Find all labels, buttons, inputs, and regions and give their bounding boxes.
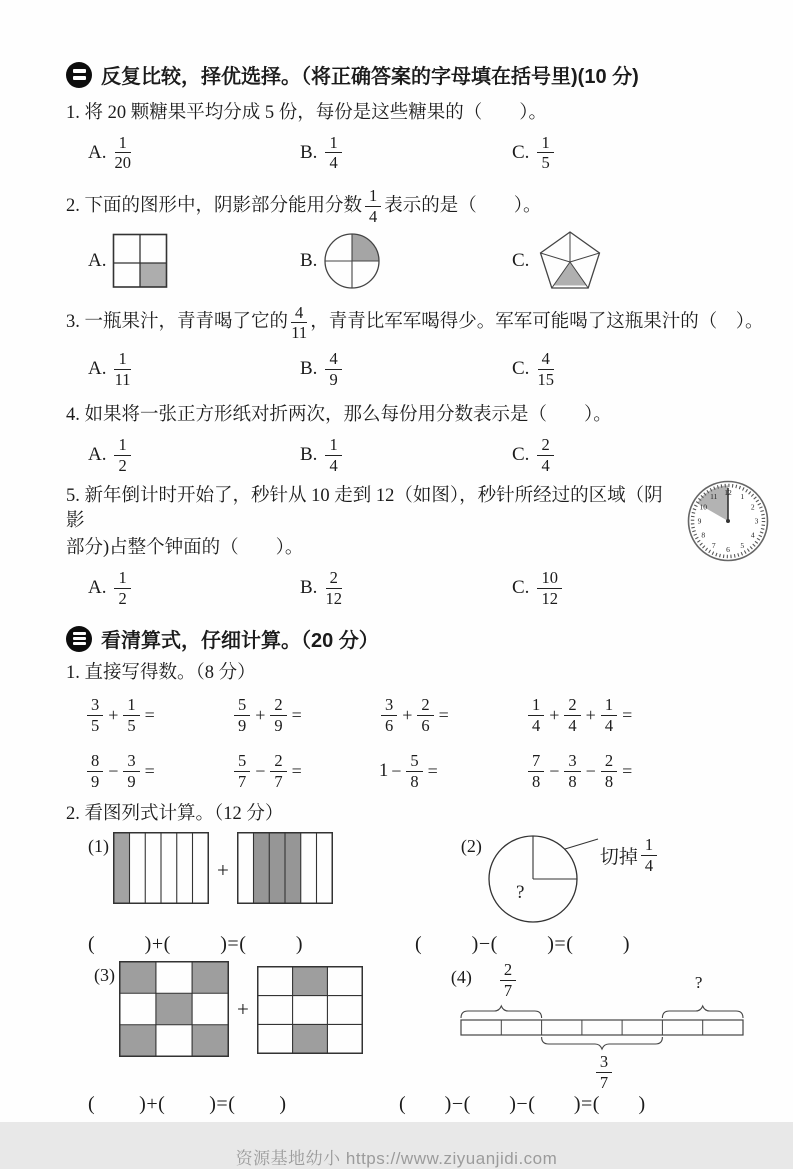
calc-expression: $\frac{3}{6}$ + $\frac{2}{6}$ =	[378, 696, 525, 735]
q5-text-line1: 5. 新年倒计时开始了，秒针从 10 走到 12（如图），秒针所经过的区域（阴影	[66, 486, 663, 532]
fraction: $\frac{2}{4}$	[564, 696, 580, 735]
fraction: $\frac{4}{11}$	[291, 302, 308, 343]
q3-option-c	[512, 350, 557, 389]
fraction: $\frac{4}{15}$	[537, 348, 554, 389]
pentagon-figure	[534, 230, 606, 292]
circle-cut-figure	[486, 832, 600, 924]
fraction: $\frac{1}{4}$	[641, 836, 657, 875]
fraction: $\frac{2}{6}$	[417, 696, 433, 735]
fraction: $\frac{3}{5}$	[87, 696, 103, 735]
plus-sign: +	[217, 858, 229, 883]
figure-4-block	[450, 960, 767, 1092]
clock-number: 11	[710, 491, 718, 501]
clock-number: 7	[711, 541, 716, 551]
calc-expression: $\frac{3}{5}$ + $\frac{1}{5}$ =	[84, 696, 231, 735]
fraction: $\frac{3}{6}$	[381, 696, 397, 735]
option-label: A.	[88, 577, 107, 599]
section-2-badge	[66, 62, 92, 88]
answer-row-1	[66, 933, 767, 956]
fraction: $\frac{1}{4}$	[325, 436, 341, 475]
calc-row-1	[66, 692, 767, 738]
answer-blank-line: ( )−( )−( )=( )	[399, 1093, 646, 1116]
q2-option-a	[88, 232, 300, 290]
option-label: C.	[512, 249, 530, 271]
fraction: $\frac{1}{2}$	[114, 436, 130, 475]
q2-option-b	[300, 231, 512, 291]
fraction: $\frac{1}{4}$	[325, 134, 341, 173]
figure-row-2	[66, 960, 767, 1092]
question-mark: ?	[515, 882, 525, 904]
section-3-title: 看清算式，仔细计算。（20 分）	[101, 630, 379, 653]
option-label: B.	[300, 249, 318, 271]
clock-number: 5	[740, 541, 745, 551]
clock-figure	[687, 480, 769, 562]
option-label: A.	[88, 444, 107, 466]
clock-number: 9	[697, 516, 702, 526]
calc-expression: $\frac{8}{9}$ − $\frac{3}{9}$ =	[84, 752, 231, 791]
strip-rectangle-right	[237, 832, 333, 904]
q4-option-c	[512, 436, 557, 475]
fraction: $\frac{3}{7}$	[596, 1053, 612, 1092]
option-label: C.	[512, 141, 530, 163]
fraction: $\frac{2}{9}$	[270, 696, 286, 735]
option-label: B.	[300, 358, 318, 380]
calc-expression: $\frac{5}{9}$ + $\frac{2}{9}$ =	[231, 696, 378, 735]
fraction: $\frac{1}{20}$	[114, 132, 131, 173]
clock-number: 2	[750, 502, 755, 512]
fraction: $\frac{1}{11}$	[114, 348, 131, 389]
q3-text: 3. 一瓶果汁，青青喝了它的 $\frac{4}{11}$ ，青青比军军喝得少。军军可能喝了这瓶果汁的（ ）。	[66, 302, 764, 343]
calc-expression: $\frac{1}{4}$ + $\frac{2}{4}$ + $\frac{1}{4}$ =	[525, 696, 634, 735]
fraction: $\frac{2}{8}$	[601, 752, 617, 791]
figure-4-label: (4)	[450, 967, 472, 988]
q4-option-a	[88, 436, 300, 475]
q4-option-b	[300, 436, 512, 475]
q3-option-a	[88, 350, 300, 389]
fraction: $\frac{2}{4}$	[537, 436, 553, 475]
clock-number: 4	[750, 530, 755, 540]
option-label: A.	[88, 358, 107, 380]
q5-option-b	[300, 569, 512, 608]
option-label: C.	[512, 577, 530, 599]
part2-title: 2. 看图列式计算。（12 分）	[66, 804, 284, 825]
figure-2-label: (2)	[460, 836, 482, 857]
fraction: $\frac{3}{9}$	[123, 752, 139, 791]
fraction: $\frac{1}{5}$	[537, 134, 553, 173]
question-mark: ?	[694, 973, 703, 993]
answer-blank-line: ( )+( )=( )	[88, 1093, 287, 1116]
calc-expression: $\frac{5}{7}$ − $\frac{2}{7}$ =	[231, 752, 378, 791]
q5-option-c	[512, 569, 565, 608]
footer-link: 资源基地幼小 https://www.ziyuanjidi.com	[235, 1149, 558, 1169]
grid-figure-left	[119, 961, 229, 1057]
clock-number: 12	[724, 488, 732, 498]
cut-annotation: 切掉 $\frac{1}{4}$	[600, 836, 660, 875]
q1-option-c	[512, 134, 557, 173]
q5-options	[66, 566, 767, 610]
fraction: $\frac{1}{4}$	[528, 696, 544, 735]
q3-options	[66, 347, 767, 391]
clock-number: 8	[701, 530, 706, 540]
q1-options	[66, 131, 767, 175]
section-2-title: 反复比较，择优选择。（将正确答案的字母填在括号里)(10 分)	[101, 66, 639, 88]
figure-3-label: (3)	[94, 965, 115, 986]
calc-expression: 1 − $\frac{5}{8}$ =	[379, 750, 438, 791]
q5-block	[66, 484, 767, 561]
fraction: $\frac{8}{9}$	[87, 752, 103, 791]
option-label: C.	[512, 444, 530, 466]
figure-2-block	[461, 832, 660, 924]
q2-options	[66, 230, 767, 292]
figure-3-block	[94, 961, 363, 1057]
fraction: $\frac{2}{12}$	[325, 567, 342, 608]
fraction: $\frac{5}{8}$	[406, 752, 422, 791]
option-label: B.	[300, 577, 318, 599]
q4-options	[66, 433, 767, 477]
calc-row-2	[66, 748, 767, 794]
section-3-header	[66, 624, 767, 653]
strip-rectangle-left	[113, 832, 209, 904]
section-3-badge	[66, 626, 92, 652]
q1-option-b	[300, 134, 512, 173]
fraction: $\frac{4}{9}$	[325, 350, 341, 389]
q4-text: 4. 如果将一张正方形纸对折两次，那么每份用分数表示是（ ）。	[66, 405, 612, 426]
tape-diagram	[457, 1005, 757, 1051]
fraction: $\frac{5}{9}$	[234, 696, 250, 735]
option-label: A.	[88, 141, 107, 163]
fraction: $\frac{10}{12}$	[537, 569, 562, 608]
fraction: $\frac{3}{8}$	[564, 752, 580, 791]
plus-sign: +	[237, 997, 249, 1022]
figure-1-label: (1)	[88, 836, 109, 857]
fraction: $\frac{2}{7}$	[270, 752, 286, 791]
fraction: $\frac{1}{4}$	[601, 696, 617, 735]
q3-option-b	[300, 350, 512, 389]
q2-text: 2. 下面的图形中，阴影部分能用分数 $\frac{1}{4}$ 表示的是（ ）。	[66, 185, 542, 226]
clock-number: 6	[726, 545, 730, 555]
fraction: $\frac{1}{5}$	[123, 696, 139, 735]
calc-expression: $\frac{7}{8}$ − $\frac{3}{8}$ − $\frac{2}{8}$ =	[525, 752, 634, 791]
q5-option-a	[88, 569, 300, 608]
clock-number: 1	[740, 491, 745, 501]
q2-option-c	[512, 230, 606, 292]
option-label: B.	[300, 141, 318, 163]
answer-blank-line: ( )+( )=( )	[88, 933, 304, 956]
option-label: C.	[512, 358, 530, 380]
fraction: $\frac{7}{8}$	[528, 752, 544, 791]
part1-title: 1. 直接写得数。（8 分）	[66, 663, 256, 684]
section-2-header	[66, 60, 767, 89]
fraction: $\frac{1}{2}$	[114, 569, 130, 608]
option-label: A.	[88, 249, 107, 271]
clock-number: 10	[699, 502, 708, 512]
grid-figure-right	[257, 966, 363, 1054]
fraction: $\frac{5}{7}$	[234, 752, 250, 791]
option-label: B.	[300, 444, 318, 466]
fraction: $\frac{1}{4}$	[365, 187, 381, 226]
answer-blank-line: ( )−( )=( )	[415, 933, 631, 956]
answer-row-2	[66, 1093, 767, 1116]
fraction: $\frac{2}{7}$	[500, 961, 516, 1000]
square-quarter-figure	[111, 232, 169, 290]
figure-row-1	[66, 832, 767, 924]
q1-option-a	[88, 134, 300, 173]
q5-text-line2: 部分)占整个钟面的（ ）。	[66, 538, 304, 559]
q1-text: 1. 将 20 颗糖果平均分成 5 份，每份是这些糖果的（ ）。	[66, 103, 548, 123]
circle-quarter-figure	[322, 231, 382, 291]
clock-number: 3	[754, 516, 759, 526]
